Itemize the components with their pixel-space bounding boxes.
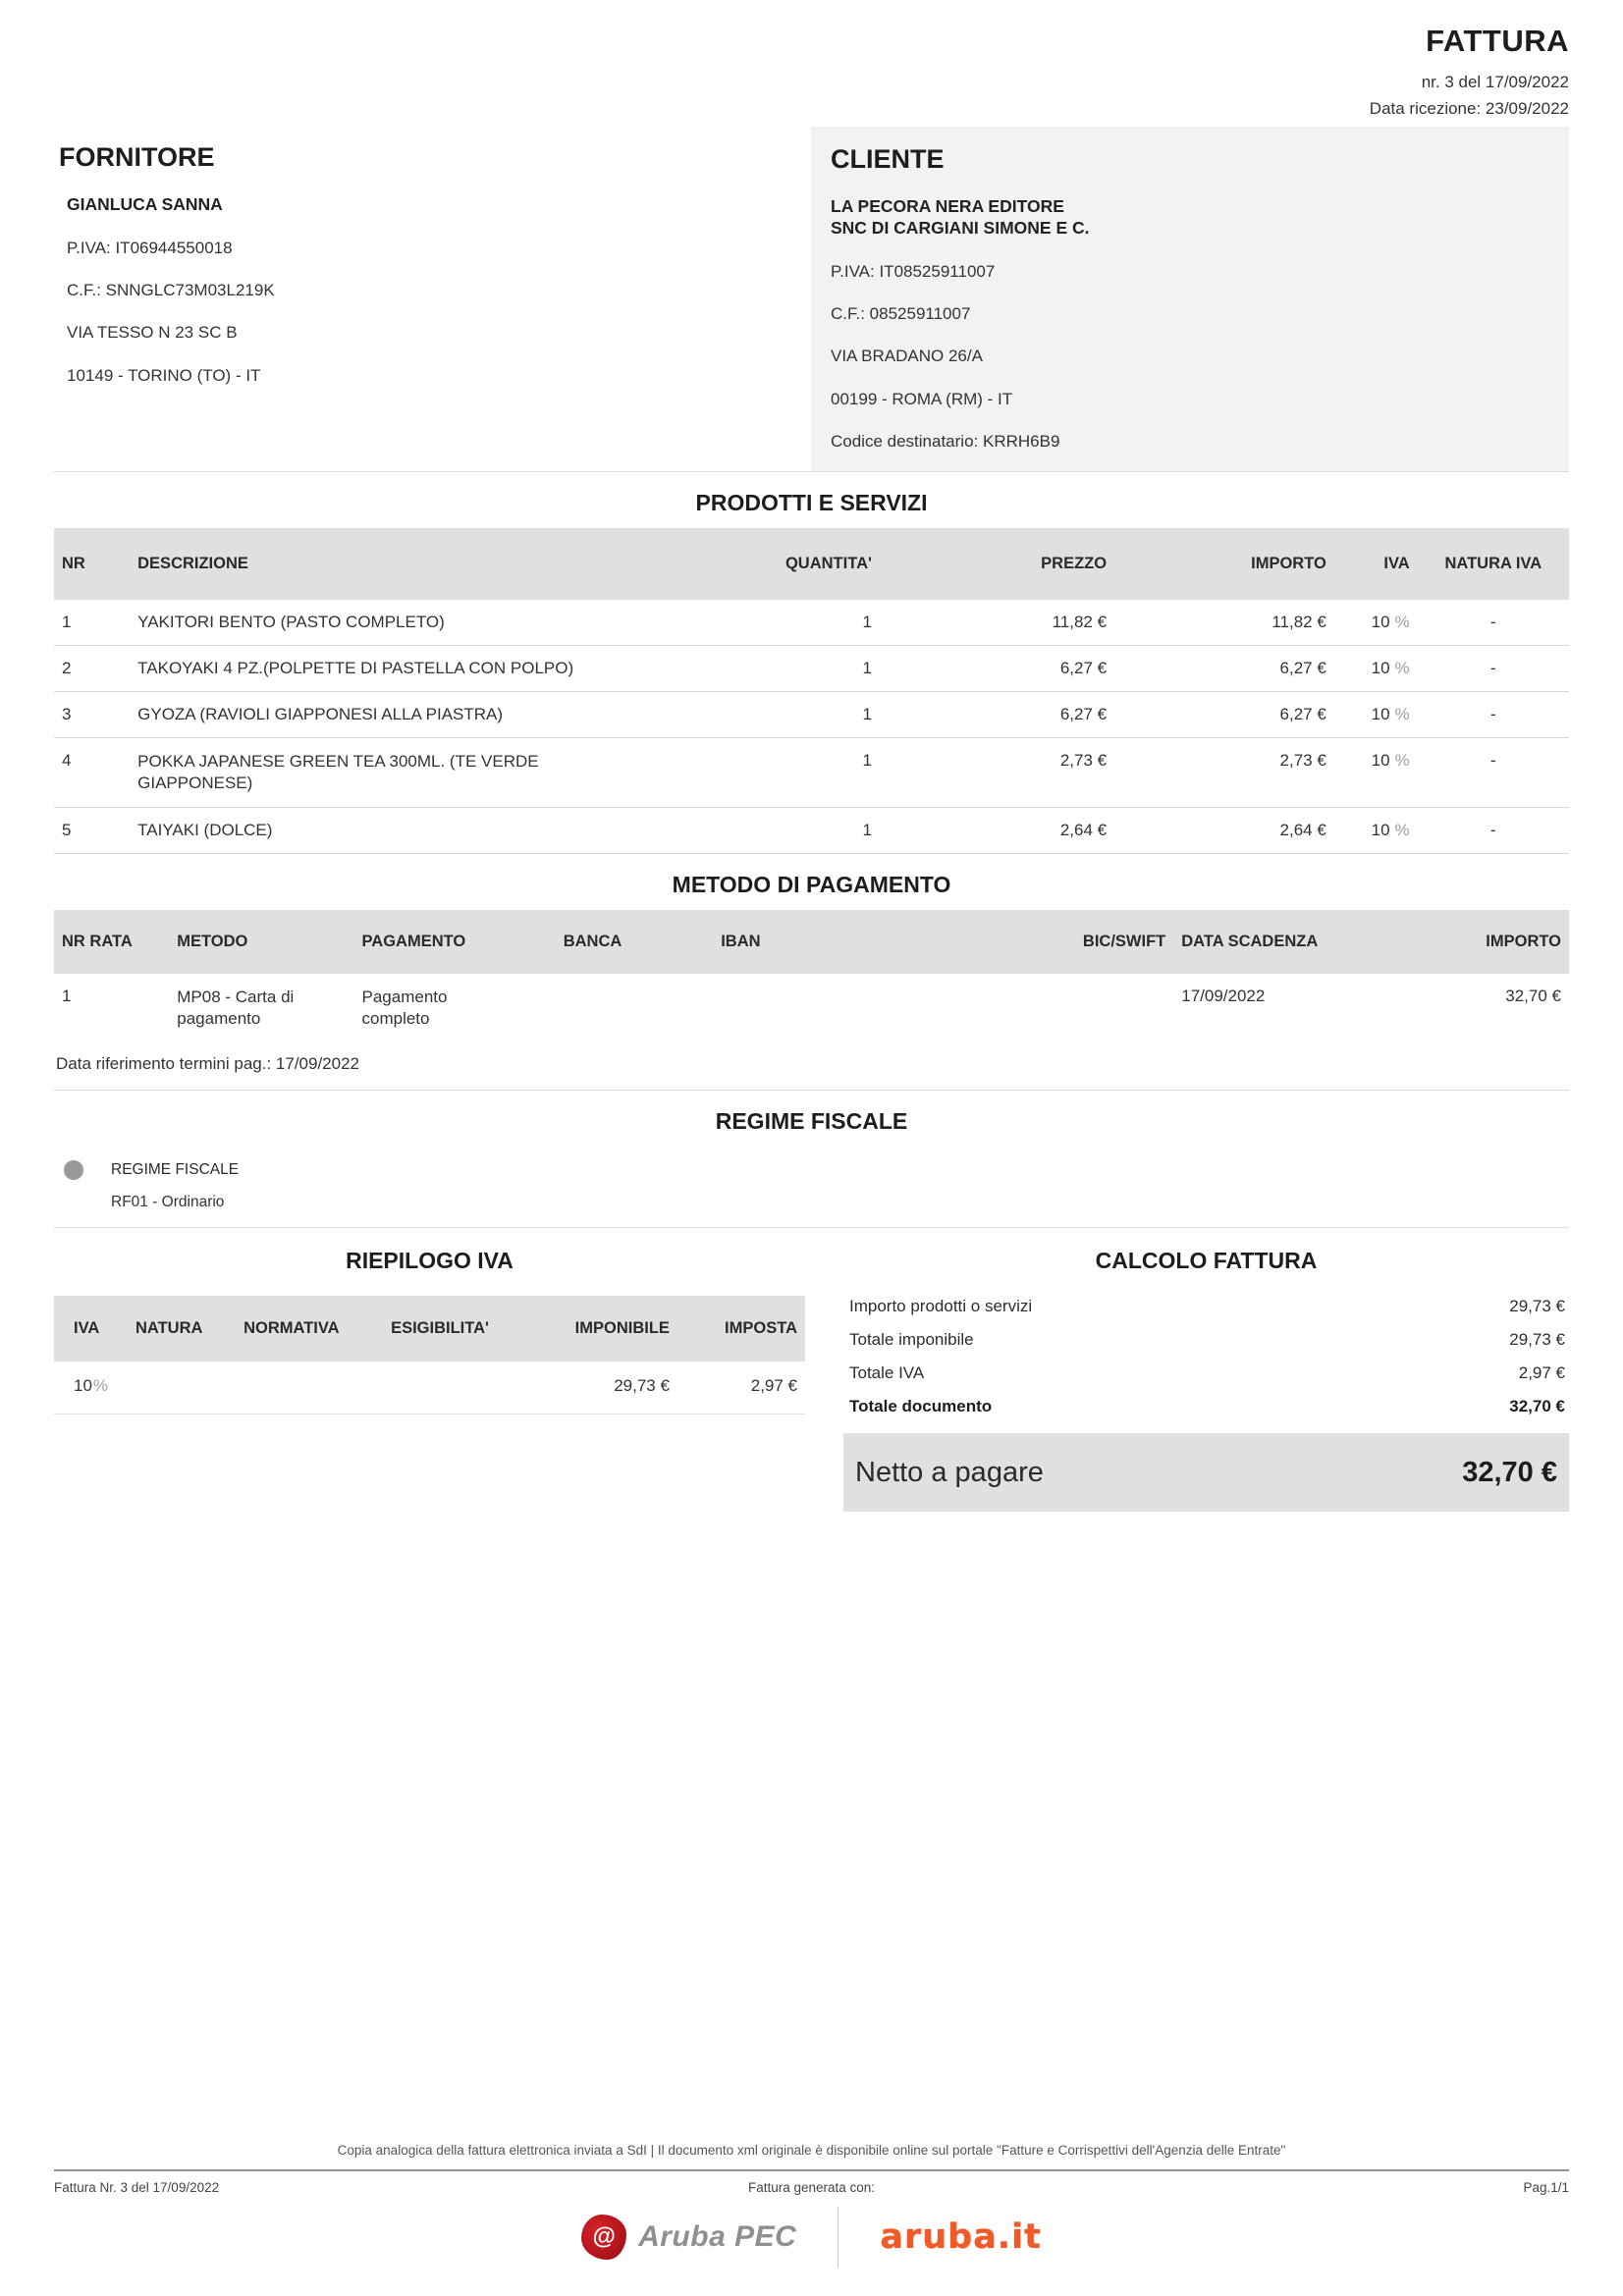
page-title: FATTURA	[1426, 24, 1569, 58]
customer-vat: P.IVA: IT08525911007	[831, 261, 996, 281]
cell-desc: TAKOYAKI 4 PZ.(POLPETTE DI PASTELLA CON POLPO)	[130, 646, 637, 692]
cell-amount: 2,64 €	[1114, 808, 1334, 854]
cell-nr: 3	[54, 692, 130, 738]
footer-info-row	[54, 2180, 1569, 2195]
calc-row-taxable: Totale imponibile 29,73 €	[849, 1330, 1565, 1350]
footer-divider	[54, 2169, 1569, 2171]
customer-block	[811, 127, 1569, 471]
aruba-pec-logo	[581, 2215, 796, 2260]
cell-iva: 10%	[54, 1362, 128, 1415]
cell-qty: 1	[637, 692, 880, 738]
col-descrizione: DESCRIZIONE	[130, 528, 637, 600]
table-row	[54, 692, 1569, 738]
col-quantita: QUANTITA'	[637, 528, 880, 600]
cell-importo: 32,70 €	[1505, 987, 1561, 1006]
cell-amount: 6,27 €	[1114, 692, 1334, 738]
supplier-vat: P.IVA: IT06944550018	[67, 238, 233, 257]
cell-vat: 10 %	[1334, 692, 1418, 738]
aruba-pec-seal-icon: @	[581, 2215, 626, 2260]
net-to-pay-box	[843, 1433, 1569, 1512]
products-title: PRODOTTI E SERVIZI	[695, 490, 928, 515]
footer-page-number: Pag.1/1	[1523, 2180, 1569, 2195]
col-importo-pagamento: IMPORTO	[1380, 910, 1569, 974]
cell-nr-rata: 1	[62, 987, 72, 1006]
cell-desc: TAIYAKI (DOLCE)	[130, 808, 637, 854]
supplier-address: VIA TESSO N 23 SC B	[67, 323, 238, 343]
payment-row	[54, 974, 1569, 1042]
cell-vat: 10 %	[1334, 738, 1418, 808]
cell-esigibilita	[383, 1362, 530, 1415]
section-divider	[54, 471, 1569, 472]
invoice-calc-title: CALCOLO FATTURA	[1095, 1248, 1318, 1274]
supplier-heading: FORNITORE	[59, 142, 215, 172]
cell-nr: 5	[54, 808, 130, 854]
aruba-pec-wordmark: Aruba PEC	[638, 2220, 797, 2253]
customer-name	[831, 196, 1547, 240]
cell-qty: 1	[637, 808, 880, 854]
col-metodo: METODO	[169, 910, 353, 974]
footer-invoice-ref: Fattura Nr. 3 del 17/09/2022	[54, 2180, 220, 2195]
cell-pagamento: Pagamento completo	[361, 988, 448, 1029]
cell-nature: -	[1418, 600, 1569, 646]
cell-desc: POKKA JAPANESE GREEN TEA 300ML. (TE VERDE GIAPPONESE)	[130, 738, 637, 808]
cell-qty: 1	[637, 646, 880, 692]
col-nr-rata: NR RATA	[54, 910, 169, 974]
customer-name-line2: SNC DI CARGIANI SIMONE E C.	[831, 217, 1090, 238]
payment-table	[54, 910, 1569, 1042]
section-divider	[54, 1227, 1569, 1228]
col-esigibilita: ESIGIBILITA'	[383, 1296, 530, 1362]
table-row	[54, 738, 1569, 808]
supplier-city: 10149 - TORINO (TO) - IT	[67, 365, 261, 385]
payment-title: METODO DI PAGAMENTO	[672, 872, 951, 898]
products-table	[54, 528, 1569, 854]
col-iva: IVA	[54, 1296, 128, 1362]
cell-bic	[1022, 974, 1173, 1042]
col-natura: NATURA	[128, 1296, 236, 1362]
payment-header-row	[54, 910, 1569, 974]
customer-heading: CLIENTE	[831, 144, 945, 174]
cell-price: 6,27 €	[880, 692, 1114, 738]
cell-banca	[556, 974, 713, 1042]
cell-nr: 4	[54, 738, 130, 808]
col-natura-iva: NATURA IVA	[1418, 528, 1569, 600]
cell-amount: 2,73 €	[1114, 738, 1334, 808]
cell-nature: -	[1418, 738, 1569, 808]
calc-row-products: Importo prodotti o servizi 29,73 €	[849, 1297, 1565, 1316]
cell-imponibile: 29,73 €	[530, 1362, 677, 1415]
footer-generated-with: Fattura generata con:	[747, 2180, 876, 2195]
table-row	[54, 646, 1569, 692]
vat-summary-title: RIEPILOGO IVA	[346, 1248, 514, 1274]
col-prezzo: PREZZO	[880, 528, 1114, 600]
document-header	[54, 24, 1569, 119]
cell-iban	[713, 974, 1022, 1042]
aruba-it-logo: aruba.it	[880, 2217, 1042, 2257]
supplier-name: GIANLUCA SANNA	[67, 194, 223, 214]
invoice-number-line: nr. 3 del 17/09/2022	[1421, 73, 1569, 91]
supplier-block	[54, 127, 811, 471]
cell-desc: YAKITORI BENTO (PASTO COMPLETO)	[130, 600, 637, 646]
net-to-pay-value: 32,70 €	[1462, 1456, 1557, 1488]
col-iva: IVA	[1334, 528, 1418, 600]
cell-nature: -	[1418, 646, 1569, 692]
net-to-pay-label: Netto a pagare	[855, 1456, 1044, 1488]
cell-metodo: MP08 - Carta di pagamento	[177, 988, 295, 1029]
customer-name-line1: LA PECORA NERA EDITORE	[831, 196, 1064, 216]
vat-summary-table	[54, 1296, 805, 1415]
cell-price: 2,73 €	[880, 738, 1114, 808]
col-imposta: IMPOSTA	[677, 1296, 805, 1362]
col-banca: BANCA	[556, 910, 713, 974]
col-imponibile: IMPONIBILE	[530, 1296, 677, 1362]
invoice-calc-rows	[843, 1290, 1569, 1423]
col-importo: IMPORTO	[1114, 528, 1334, 600]
summary-section	[54, 1248, 1569, 1512]
supplier-fiscal-code: C.F.: SNNGLC73M03L219K	[67, 281, 275, 300]
fiscal-regime-value: RF01 - Ordinario	[111, 1194, 225, 1211]
fiscal-regime-label: REGIME FISCALE	[111, 1161, 240, 1179]
calc-row-vat-total: Totale IVA 2,97 €	[849, 1363, 1565, 1383]
col-pagamento: PAGAMENTO	[354, 910, 556, 974]
table-row	[54, 600, 1569, 646]
products-header-row	[54, 528, 1569, 600]
customer-city: 00199 - ROMA (RM) - IT	[831, 389, 1013, 408]
customer-address: VIA BRADANO 26/A	[831, 347, 983, 366]
customer-fiscal-code: C.F.: 08525911007	[831, 304, 971, 323]
cell-price: 6,27 €	[880, 646, 1114, 692]
cell-nr: 2	[54, 646, 130, 692]
payment-reference-note: Data riferimento termini pag.: 17/09/2022	[56, 1054, 360, 1074]
cell-vat: 10 %	[1334, 646, 1418, 692]
col-iban: IBAN	[713, 910, 1022, 974]
fiscal-regime-row	[54, 1160, 1569, 1180]
col-nr: NR	[54, 528, 130, 600]
col-normativa: NORMATIVA	[236, 1296, 383, 1362]
fiscal-regime-title: REGIME FISCALE	[715, 1108, 908, 1135]
cell-nature: -	[1418, 692, 1569, 738]
footer-logos	[54, 2207, 1569, 2268]
regime-bullet-icon	[64, 1160, 83, 1180]
invoice-calc-block	[843, 1248, 1569, 1512]
cell-qty: 1	[637, 600, 880, 646]
cell-vat: 10 %	[1334, 600, 1418, 646]
cell-scadenza: 17/09/2022	[1181, 987, 1266, 1006]
cell-price: 2,64 €	[880, 808, 1114, 854]
cell-normativa	[236, 1362, 383, 1415]
cell-amount: 6,27 €	[1114, 646, 1334, 692]
col-data-scadenza: DATA SCADENZA	[1173, 910, 1380, 974]
calc-row-document-total: Totale documento 32,70 €	[849, 1397, 1565, 1416]
reception-date-line: Data ricezione: 23/09/2022	[1369, 99, 1569, 118]
cell-nature: -	[1418, 808, 1569, 854]
cell-desc: GYOZA (RAVIOLI GIAPPONESI ALLA PIASTRA)	[130, 692, 637, 738]
cell-imposta: 2,97 €	[677, 1362, 805, 1415]
customer-destination-code: Codice destinatario: KRRH6B9	[831, 431, 1060, 451]
cell-amount: 11,82 €	[1114, 600, 1334, 646]
cell-vat: 10 %	[1334, 808, 1418, 854]
table-row	[54, 808, 1569, 854]
parties-section	[54, 127, 1569, 471]
cell-price: 11,82 €	[880, 600, 1114, 646]
vat-header-row	[54, 1296, 805, 1362]
vat-row	[54, 1362, 805, 1415]
col-bic-swift: BIC/SWIFT	[1022, 910, 1173, 974]
legal-note: Copia analogica della fattura elettronica inviata a SdI | Il documento xml originale è disponibile online sul portale "Fatture e Corrispettivi dell'Agenzia delle Entrate"	[337, 2143, 1286, 2158]
footer-logo-divider	[838, 2207, 839, 2268]
cell-natura	[128, 1362, 236, 1415]
page-footer	[54, 2143, 1569, 2268]
cell-nr: 1	[54, 600, 130, 646]
section-divider	[54, 1090, 1569, 1091]
cell-qty: 1	[637, 738, 880, 808]
vat-summary-block	[54, 1248, 805, 1512]
